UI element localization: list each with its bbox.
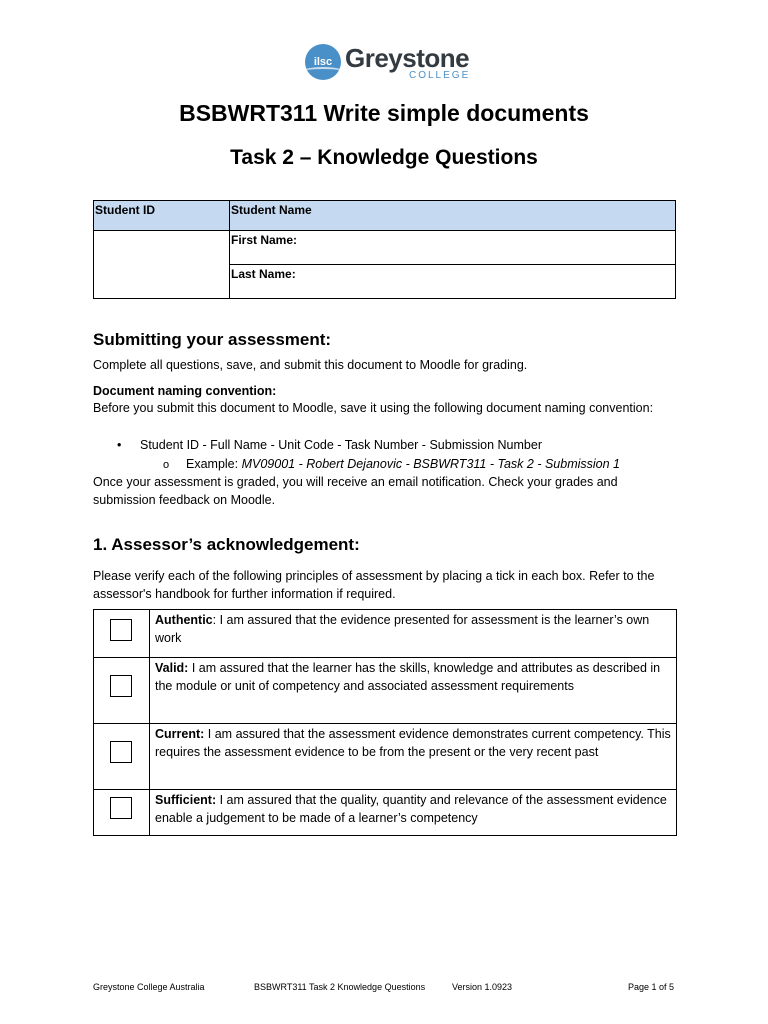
student-details-table (93, 200, 676, 299)
footer-page: Page 1 of 5 (628, 982, 675, 992)
circle-bullet-icon: o (163, 459, 170, 471)
sufficient-checkbox[interactable] (110, 797, 132, 819)
naming-convention-text: Before you submit this document to Moodle, save it using the following document naming convention: (93, 401, 654, 415)
document-title: BSBWRT311 Write simple documents (179, 100, 589, 126)
submitting-intro: Complete all questions, save, and submit this document to Moodle for grading. (93, 358, 528, 372)
first-name-row (94, 231, 676, 265)
principle-row-authentic (94, 610, 677, 658)
student-table-header-row (94, 201, 676, 231)
current-checkbox[interactable] (110, 741, 132, 763)
principle-sufficient (150, 790, 677, 836)
acknowledgement-heading: 1. Assessor’s acknowledgement: (93, 535, 360, 554)
submitting-heading: Submitting your assessment: (93, 330, 332, 349)
logo-badge-text: ilsc (313, 56, 333, 68)
student-id-header: Student ID (94, 201, 230, 231)
principle-term: Authentic (155, 613, 213, 627)
example-label: Example: (186, 457, 242, 471)
footer-org: Greystone College Australia (93, 982, 205, 992)
example-value: MV09001 - Robert Dejanovic - BSBWRT311 - Task 2 - Submission 1 (241, 457, 620, 471)
last-name-field[interactable]: Last Name: (230, 265, 676, 299)
principle-text: I am assured that the quality, quantity and relevance of the assessment evidence enable a judgement to be made of a learner’s competency (155, 793, 667, 825)
student-name-header: Student Name (230, 201, 676, 231)
logo-subtitle: COLLEGE (409, 70, 471, 81)
principle-row-current (94, 724, 677, 790)
footer-version: Version 1.0923 (452, 982, 513, 992)
principle-valid (150, 658, 677, 724)
first-name-field[interactable]: First Name: (230, 231, 676, 265)
ilsc-logo-icon (305, 44, 341, 80)
authentic-checkbox[interactable] (110, 619, 132, 641)
principle-term: Sufficient: (155, 793, 217, 807)
principle-text: : I am assured that the evidence presented for assessment is the learner’s own work (155, 613, 650, 645)
acknowledgement-intro: Please verify each of the following principles of assessment by placing a tick in each box. Refer to the assessor's handbook for further information if required. (93, 569, 655, 601)
example-bullet (163, 455, 620, 474)
document-subtitle: Task 2 – Knowledge Questions (230, 146, 538, 169)
graded-text: Once your assessment is graded, you will receive an email notification. Check your grades and submission feedback on Moodle. (93, 475, 618, 507)
principle-authentic (150, 610, 677, 658)
college-logo (305, 44, 475, 84)
naming-convention-heading: Document naming convention: (93, 384, 277, 398)
footer-doc: BSBWRT311 Task 2 Knowledge Questions (254, 982, 426, 992)
principle-current (150, 724, 677, 790)
principle-row-valid (94, 658, 677, 724)
valid-checkbox[interactable] (110, 675, 132, 697)
principle-text: I am assured that the assessment evidence demonstrates current competency. This requires the assessment evidence to be from the present or the very recent past (155, 727, 671, 759)
principle-term: Valid: (155, 661, 189, 675)
principle-text: I am assured that the learner has the skills, knowledge and attributes as described in the module or unit of competency and associated assessment requirements (155, 661, 661, 693)
principle-row-sufficient (94, 790, 677, 836)
principles-table (93, 609, 677, 836)
bullet-dot-icon: • (117, 438, 122, 452)
principle-term: Current: (155, 727, 205, 741)
student-id-field[interactable] (94, 231, 230, 299)
logo-name: Greystone (345, 43, 470, 73)
naming-bullet-text: Student ID - Full Name - Unit Code - Task Number - Submission Number (140, 438, 542, 452)
